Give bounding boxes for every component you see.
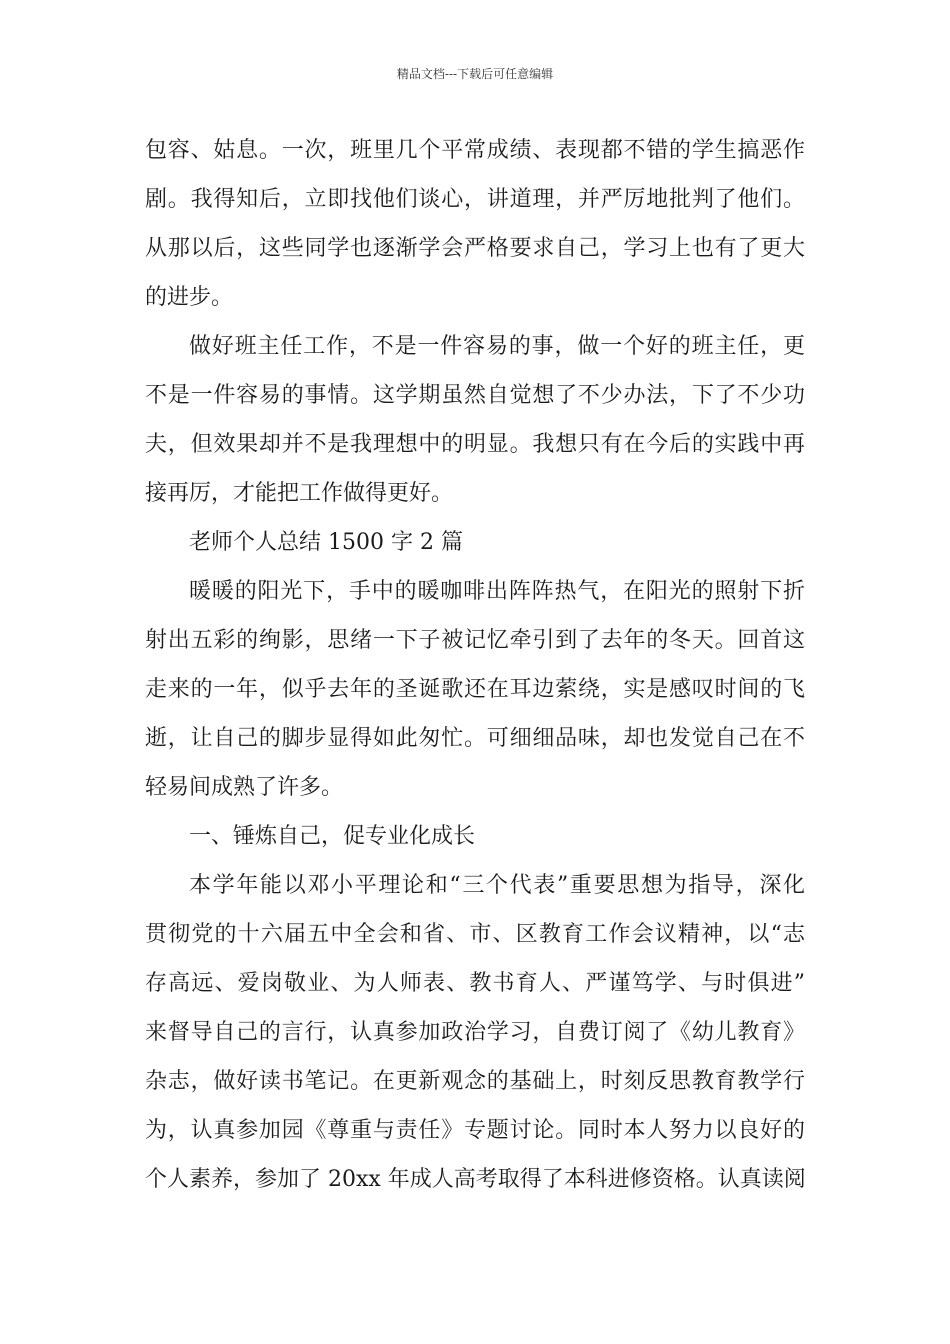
subsection-title: 一、锤炼自己，促专业化成长 [189,824,476,849]
text-line: 剧。我得知后，立即找他们谈心，讲道理，并严厉地批判了他们。 [145,187,805,212]
section-title: 老师个人总结 1500 字 2 篇 [189,530,463,555]
subsection-heading [145,812,805,861]
text-line: 个人素养，参加了 20xx 年成人高考取得了本科进修资格。认真读阅 [145,1167,806,1192]
text-line: 暖暖的阳光下，手中的暖咖啡出阵阵热气，在阳光的照射下折 [189,579,805,604]
text-line: 射出五彩的绚影，思绪一下子被记忆牵引到了去年的冬天。回首这 [145,628,805,653]
paragraph-1 [145,126,805,322]
page-header: 精品文档---下载后可任意编辑 [396,67,554,81]
text-line: 夫，但效果却并不是我理想中的明显。我想只有在今后的实践中再 [145,432,805,457]
document-body [145,126,805,1204]
text-line: 为，认真参加园《尊重与责任》专题讨论。同时本人努力以良好的 [145,1118,805,1143]
text-line: 贯彻党的十六届五中全会和省、市、区教育工作会议精神，以“志 [145,922,805,947]
text-line: 来督导自己的言行，认真参加政治学习，自费订阅了《幼儿教育》 [145,1020,805,1045]
paragraph-4 [145,861,805,1204]
paragraph-2 [145,322,805,518]
text-line: 做好班主任工作，不是一件容易的事，做一个好的班主任，更 [189,334,805,359]
section-heading [145,518,805,567]
text-line: 不是一件容易的事情。这学期虽然自觉想了不少办法，下了不少功 [145,383,805,408]
text-line: 杂志，做好读书笔记。在更新观念的基础上，时刻反思教育教学行 [145,1069,805,1094]
text-line: 本学年能以邓小平理论和“三个代表”重要思想为指导，深化 [189,873,805,898]
text-line: 轻易间成熟了许多。 [145,775,344,800]
text-line: 存高远、爱岗敬业、为人师表、教书育人、严谨笃学、与时俱进” [145,971,805,996]
paragraph-3 [145,567,805,812]
text-line: 的进步。 [145,285,234,310]
text-line: 从那以后，这些同学也逐渐学会严格要求自己，学习上也有了更大 [145,236,805,261]
text-line: 逝，让自己的脚步显得如此匆忙。可细细品味，却也发觉自己在不 [145,726,805,751]
text-line: 包容、姑息。一次，班里几个平常成绩、表现都不错的学生搞恶作 [145,138,805,163]
text-line: 走来的一年，似乎去年的圣诞歌还在耳边萦绕，实是感叹时间的飞 [145,677,805,702]
text-line: 接再厉，才能把工作做得更好。 [145,481,454,506]
